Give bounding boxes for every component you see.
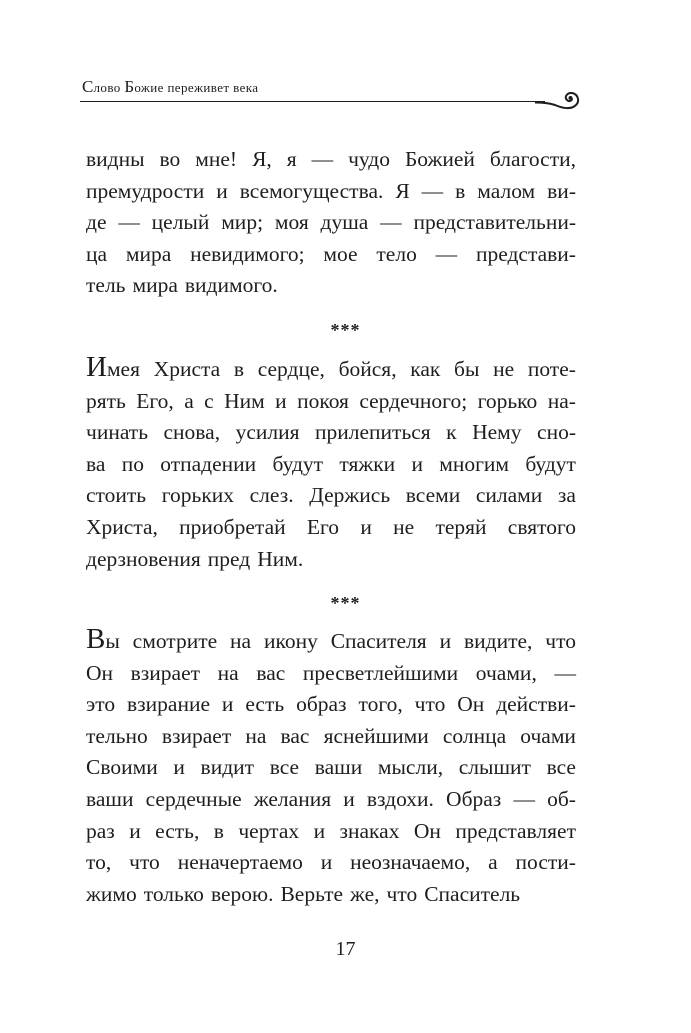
text-line: [86, 417, 576, 449]
text-line: [86, 847, 576, 879]
word: —: [435, 241, 458, 266]
word: на: [245, 723, 267, 748]
text-line: [86, 351, 576, 386]
word: бойся,: [338, 357, 397, 381]
word: видите,: [463, 629, 533, 653]
word: горьких: [161, 483, 235, 508]
text-line: [86, 176, 576, 208]
word: чертах: [238, 818, 300, 843]
word: что: [545, 629, 576, 653]
word: я: [286, 147, 297, 171]
word: Ним: [224, 388, 265, 413]
word: как: [410, 357, 441, 381]
word: Нему: [472, 420, 522, 445]
word: Я,: [252, 147, 272, 171]
page-number: 17: [335, 938, 356, 960]
word: и: [129, 818, 141, 843]
word: силами: [475, 483, 543, 508]
word: ваши: [314, 755, 363, 780]
drop-cap: В: [86, 623, 106, 655]
word: снова,: [163, 420, 221, 445]
word: видны: [86, 147, 145, 171]
word: взирание: [127, 692, 210, 717]
word: Он: [413, 818, 441, 843]
word: все: [546, 755, 576, 780]
word: и: [320, 850, 333, 875]
word: не: [493, 357, 515, 381]
text-line: [86, 386, 576, 418]
word: в: [233, 357, 245, 381]
word: Образ: [446, 786, 502, 811]
word: слез.: [249, 483, 294, 508]
word: сердечные: [145, 786, 242, 811]
word: пред: [207, 546, 251, 571]
word: бы: [454, 357, 480, 381]
paragraph-3: [86, 623, 576, 910]
word: и: [360, 514, 372, 539]
word: и: [439, 629, 452, 653]
word: и: [313, 818, 326, 843]
running-header: [80, 77, 576, 109]
word: Он: [457, 692, 485, 717]
word: видимого.: [184, 273, 278, 298]
running-header-title: [82, 77, 258, 97]
word: ви-: [547, 178, 576, 203]
word: представительни-: [413, 210, 576, 235]
word: есть,: [155, 818, 200, 843]
word: Его,: [136, 388, 174, 413]
word: —: [380, 210, 402, 235]
word: Верьте: [280, 881, 344, 906]
word: стоить: [86, 483, 147, 508]
text-line: [86, 239, 576, 271]
word: святого: [507, 514, 576, 539]
word: об-: [547, 786, 576, 811]
word: и: [221, 692, 234, 717]
header-title-initial-2: Б: [124, 77, 135, 96]
word: будут: [525, 451, 576, 476]
word: только: [143, 881, 204, 906]
word: взирает: [130, 660, 201, 685]
word: горько: [477, 388, 538, 413]
word: премудрости: [86, 178, 205, 203]
word: солнца: [442, 723, 507, 748]
word: же,: [350, 881, 380, 906]
word: сердце,: [257, 357, 325, 381]
word: не: [393, 514, 415, 539]
word: раз: [86, 818, 115, 843]
word: Ним.: [257, 546, 304, 571]
word: икону: [263, 629, 318, 653]
word: —: [513, 786, 535, 811]
word: верою.: [210, 881, 274, 906]
text-line: [86, 658, 576, 690]
word: дерзновения: [86, 546, 201, 571]
word: что: [129, 850, 160, 875]
word: на: [230, 629, 252, 653]
word: отпадении: [160, 451, 257, 476]
text-line: [86, 480, 576, 512]
word: мира: [125, 241, 172, 266]
word: и: [343, 786, 355, 811]
word: с: [204, 388, 214, 413]
word: действи-: [496, 692, 576, 717]
word: пресветлейшими: [302, 660, 459, 685]
word: то,: [86, 850, 112, 875]
word: будут: [272, 451, 324, 476]
word: приобретай: [179, 514, 286, 539]
word: неначертаемо: [177, 850, 303, 875]
text-line: [86, 270, 576, 302]
word: моя: [274, 210, 309, 235]
text-line: [86, 512, 576, 544]
word: всемогущества.: [239, 178, 384, 203]
word: Своими: [86, 755, 158, 780]
text-line: [86, 784, 576, 816]
word: всеми: [405, 483, 461, 508]
word: жимо: [86, 881, 137, 906]
drop-cap: И: [86, 351, 107, 383]
word: взирает: [161, 723, 232, 748]
word: слышит: [458, 755, 531, 780]
header-title-initial: С: [82, 77, 94, 96]
word: тяжки: [339, 451, 396, 476]
word: что: [414, 692, 446, 717]
word: на: [217, 660, 239, 685]
word: и: [173, 755, 185, 780]
text-line: [86, 689, 576, 721]
paragraph-2: [86, 351, 576, 575]
word: Спасителя: [330, 629, 427, 653]
word: поте-: [527, 357, 576, 381]
word: мне!: [195, 147, 238, 171]
word: знаках: [339, 818, 400, 843]
text-line: [86, 816, 576, 848]
word: представи-: [475, 241, 576, 266]
word: и: [216, 178, 228, 203]
word: Держись: [309, 483, 391, 508]
section-divider-stars: ***: [330, 593, 361, 613]
word: очами: [520, 723, 576, 748]
word: прилепиться: [315, 420, 431, 445]
word: Я: [395, 178, 410, 203]
word: душа: [320, 210, 369, 235]
text-line: [86, 879, 576, 911]
word: образ: [296, 692, 347, 717]
paragraph-1: [86, 144, 576, 302]
text-line: [86, 449, 576, 481]
word: вздохи.: [366, 786, 434, 811]
word: и: [275, 388, 287, 413]
word: видит: [200, 755, 255, 780]
word: представляет: [455, 818, 576, 843]
word: —: [311, 147, 334, 171]
word: теряй: [435, 514, 487, 539]
word: мира: [132, 273, 178, 298]
word: и: [411, 451, 423, 476]
word: желания: [253, 786, 332, 811]
text-line: [86, 207, 576, 239]
text-line: [86, 623, 576, 658]
word: сно-: [537, 420, 576, 445]
section-divider-stars: ***: [330, 320, 361, 340]
word: тель: [86, 273, 126, 298]
word: того,: [358, 692, 403, 717]
word: а: [184, 388, 194, 413]
word: де: [86, 210, 107, 235]
word: тельно: [86, 723, 148, 748]
word: в: [213, 818, 224, 843]
word: рять: [86, 388, 126, 413]
word: мысли,: [377, 755, 444, 780]
word: мое: [323, 241, 358, 266]
word: за: [557, 483, 576, 508]
flourish-ornament-icon: [535, 85, 581, 113]
word: к: [446, 420, 457, 445]
text-line: [86, 544, 576, 576]
word: чинать: [86, 420, 149, 445]
header-title-part: лово: [93, 80, 125, 95]
word: на-: [547, 388, 576, 413]
word: ца: [86, 241, 108, 266]
word: Его: [306, 514, 340, 539]
word: Имея: [86, 351, 140, 383]
word: Божией: [404, 147, 475, 171]
word: в: [455, 178, 466, 203]
text-line: [86, 721, 576, 753]
word: во: [159, 147, 181, 171]
word: покоя: [297, 388, 349, 413]
word: мир;: [221, 210, 264, 235]
word: чудо: [348, 147, 390, 171]
word: сердечного;: [359, 388, 468, 413]
word: очами,: [475, 660, 537, 685]
word: Христа: [153, 357, 221, 381]
header-title-part-2: ожие переживет века: [134, 80, 259, 95]
word: благости,: [489, 147, 576, 171]
header-rule: [80, 101, 545, 102]
word: тело: [376, 241, 417, 266]
word: пости-: [515, 850, 576, 875]
word: Он: [86, 660, 114, 685]
word: ва: [86, 451, 106, 476]
word: целый: [151, 210, 210, 235]
word: все: [269, 755, 300, 780]
word: —: [118, 210, 140, 235]
word: —: [421, 178, 444, 203]
word: смотрите: [132, 629, 218, 653]
word: вас: [280, 723, 310, 748]
text-line: [86, 144, 576, 176]
word: Спаситель: [424, 881, 521, 906]
word: это: [86, 692, 116, 717]
word: что: [386, 881, 418, 906]
word: вас: [256, 660, 286, 685]
word: —: [554, 660, 576, 685]
word: неозначаемо,: [350, 850, 471, 875]
word: а: [488, 850, 498, 875]
word: по: [121, 451, 144, 476]
word: малом: [477, 178, 536, 203]
word: усилия: [235, 420, 300, 445]
word: невидимого;: [190, 241, 305, 266]
word: многим: [439, 451, 510, 476]
word: Вы: [86, 623, 120, 655]
word: ваши: [86, 786, 134, 811]
word: яснейшими: [323, 723, 429, 748]
word: Христа,: [86, 514, 158, 539]
word: есть: [245, 692, 285, 717]
text-line: [86, 752, 576, 784]
